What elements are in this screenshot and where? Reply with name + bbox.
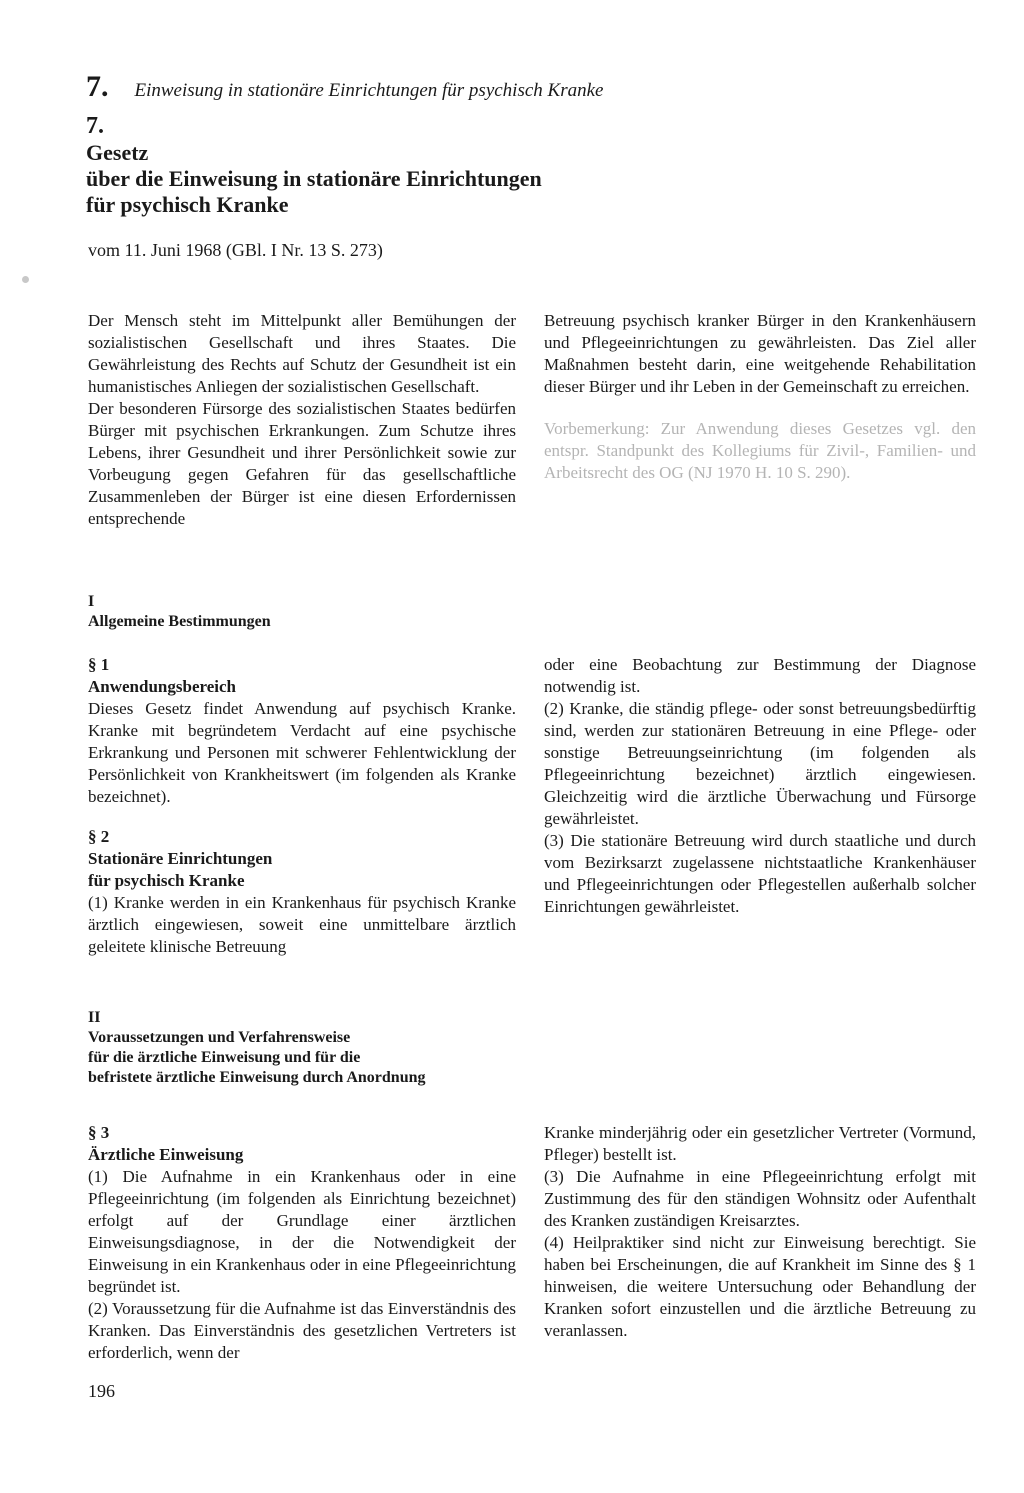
section-title-line: Voraussetzungen und Verfahrensweise: [88, 1029, 351, 1046]
document-date: vom 11. Juni 1968 (GBl. I Nr. 13 S. 273): [88, 240, 383, 260]
paragraph-number: § 1: [88, 655, 110, 674]
paragraph-text: (3) Die Aufnahme in eine Pflegeeinrichtung erfolgt mit Zustimmung des für den ständigen Wohnsitz oder Aufenthalt des Kranken zuständigen Kreisarztes.: [544, 1167, 976, 1230]
section-numeral: II: [88, 1009, 101, 1026]
preamble-paragraph: Der Mensch steht im Mittelpunkt aller Bemühungen der sozialistischen Gesellschaft und ihres Staates. Die Gewährleistung des Rechts auf Schutz der Gesundheit ist ein humanistisches Anliegen der sozialistischen Gesellschaft.: [88, 311, 516, 396]
paragraph-text: (1) Kranke werden in ein Krankenhaus für psychisch Kranke ärztlich eingewiesen, soweit eine unmittelbare ärztlich geleitete klinische Betreuung: [88, 893, 516, 956]
section1-left-column: [88, 654, 516, 958]
margin-mark: [22, 276, 29, 283]
preamble-right-column: [544, 310, 976, 484]
paragraph-text: (4) Heilpraktiker sind nicht zur Einweisung berechtigt. Sie haben bei Erscheinungen, die auf Krankheit im Sinne des § 1 hinweisen, die weitere Untersuchung oder Behandlung der Kranken sofort einzustellen und die ärztliche Betreuung zu veranlassen.: [544, 1233, 976, 1340]
page-number: 196: [88, 1381, 115, 1401]
paragraph-number: § 2: [88, 827, 110, 846]
running-head-number: 7.: [86, 70, 109, 103]
section-title-line: für die ärztliche Einweisung und für die: [88, 1049, 361, 1066]
preamble-paragraph: Betreuung psychisch kranker Bürger in den Krankenhäusern und Pflegeeinrichtungen zu gewährleisten. Das Ziel aller Maßnahmen besteht darin, eine weitgehende Rehabilitation dieser Bürger und ihr Leben in der Gemeinschaft zu erreichen.: [544, 311, 976, 396]
paragraph-number: § 3: [88, 1123, 110, 1142]
paragraph-title: für psychisch Kranke: [88, 871, 245, 890]
paragraph-text: Kranke minderjährig oder ein gesetzlicher Vertreter (Vormund, Pfleger) bestellt ist.: [544, 1123, 976, 1164]
paragraph-title: Anwendungsbereich: [88, 677, 236, 696]
paragraph-title: Stationäre Einrichtungen: [88, 849, 273, 868]
title-line: für psychisch Kranke: [86, 192, 289, 217]
running-head: [86, 70, 603, 104]
paragraph-text: oder eine Beobachtung zur Bestimmung der Diagnose notwendig ist.: [544, 655, 976, 696]
section2-left-column: [88, 1122, 516, 1364]
paragraph-title: Ärztliche Einweisung: [88, 1145, 244, 1164]
section-numeral: I: [88, 593, 95, 610]
paragraph-text: Dieses Gesetz findet Anwendung auf psychisch Kranke. Kranke mit begründetem Verdacht auf eine psychische Erkrankung und Personen mit schwerer Fehlentwicklung der Persönlichkeit von Krankheitswert (im folgenden als Kranke bezeichnet).: [88, 699, 516, 806]
title-line: Gesetz: [86, 140, 149, 165]
document-number: 7.: [86, 113, 104, 139]
paragraph-text: (1) Die Aufnahme in ein Krankenhaus oder in eine Pflegeeinrichtung (im folgenden als Einrichtung bezeichnet) erfolgt auf der Grundlage einer ärztlichen Einweisungsdiagnose, in der die Notwendigkeit der Einweisung in ein Krankenhaus oder in eine Pflegeeinrichtung begründet ist.: [88, 1167, 516, 1296]
section-title: Allgemeine Bestimmungen: [88, 613, 271, 630]
preamble-left-column: [88, 310, 516, 530]
preamble-paragraph: Der besonderen Fürsorge des sozialistischen Staates bedürfen Bürger mit psychischen Erkrankungen. Zum Schutze ihres Lebens, ihrer Gesundheit und ihrer Persönlichkeit sowie zur Vorbeugung gegen Gefahren für das gesellschaftliche Zusammenleben der Bürger ist eine diesen Erfordernissen entsprechende: [88, 399, 516, 528]
document-heading: [86, 112, 686, 218]
document-title: [86, 140, 686, 218]
section-title-line: befristete ärztliche Einweisung durch Anordnung: [88, 1069, 426, 1086]
preliminary-note: Vorbemerkung: Zur Anwendung dieses Gesetzes vgl. den entspr. Standpunkt des Kollegiums für Zivil-, Familien- und Arbeitsrecht des OG (NJ 1970 H. 10 S. 290).: [544, 419, 976, 482]
section-heading: [88, 592, 271, 632]
paragraph-text: (2) Kranke, die ständig pflege- oder sonst betreuungsbedürftig sind, werden zur stationären Betreuung in eine Pflege- oder sonstige Betreuungseinrichtung (im folgenden als Pflegeeinrichtung bezeichnet) ärztlich eingewiesen. Gleichzeitig wird die ärztliche Überwachung und Fürsorge gewährleistet.: [544, 699, 976, 828]
section1-right-column: [544, 654, 976, 918]
section2-right-column: [544, 1122, 976, 1342]
paragraph-text: (3) Die stationäre Betreuung wird durch staatliche und durch vom Bezirksarzt zugelassene nichtstaatliche Krankenhäuser und Pflegeeinrichtungen oder Pflegestellen außerhalb solcher Einrichtungen gewährleistet.: [544, 831, 976, 916]
title-line: über die Einweisung in stationäre Einrichtungen: [86, 166, 542, 191]
section-heading: [88, 1008, 426, 1088]
paragraph-text: (2) Voraussetzung für die Aufnahme ist das Einverständnis des Kranken. Das Einverständnis des gesetzlichen Vertreters ist erforderlich, wenn der: [88, 1299, 516, 1362]
running-head-text: Einweisung in stationäre Einrichtungen für psychisch Kranke: [134, 80, 604, 101]
